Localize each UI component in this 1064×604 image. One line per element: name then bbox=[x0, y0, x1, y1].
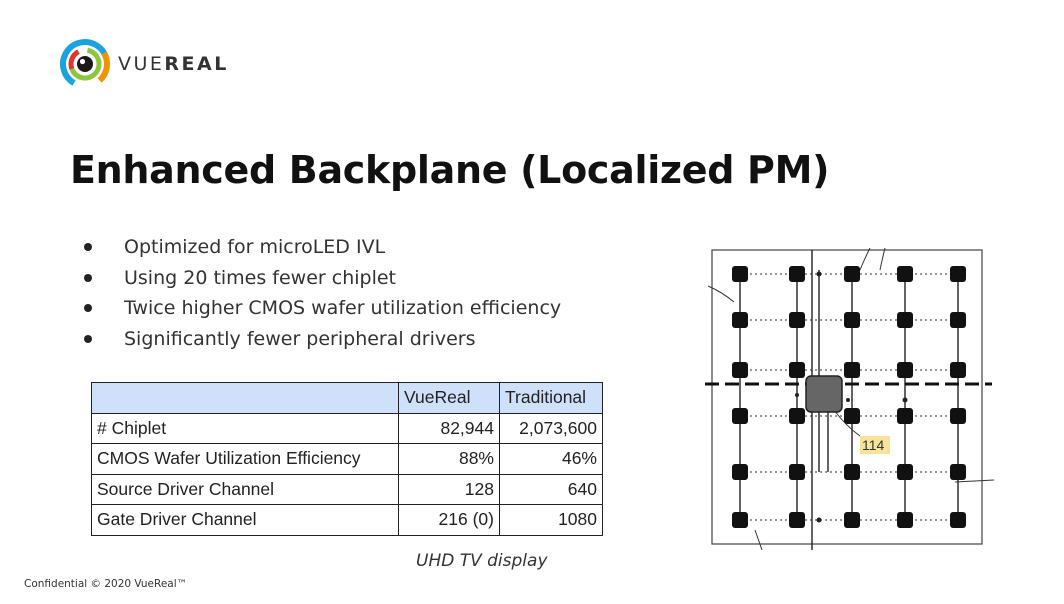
table-header-cell bbox=[92, 383, 399, 414]
table-cell: 82,944 bbox=[399, 413, 500, 444]
chiplet bbox=[806, 376, 842, 412]
slide-title: Enhanced Backplane (Localized PM) bbox=[70, 148, 830, 192]
vuereal-wordmark bbox=[118, 53, 229, 75]
bullet-item bbox=[82, 324, 561, 355]
footer-confidential: Confidential © 2020 VueReal™ bbox=[24, 578, 188, 590]
table-row bbox=[92, 505, 603, 536]
table-header-cell: VueReal bbox=[399, 383, 500, 414]
bullet-item bbox=[82, 232, 561, 263]
bullet-dot-icon bbox=[84, 335, 92, 343]
bullet-dot-icon bbox=[84, 304, 92, 312]
table-cell: 1080 bbox=[500, 505, 603, 536]
bullet-text: Twice higher CMOS wafer utilization efficiency bbox=[124, 297, 562, 320]
bullet-item bbox=[82, 293, 561, 324]
table-cell: Gate Driver Channel bbox=[92, 505, 399, 536]
chiplet-label: 114 bbox=[862, 437, 885, 453]
bullet-dot-icon bbox=[84, 243, 92, 251]
table-cell: # Chiplet bbox=[92, 413, 399, 444]
vuereal-logo bbox=[58, 36, 238, 92]
table-cell: 640 bbox=[500, 474, 603, 505]
backplane-diagram bbox=[700, 240, 1000, 550]
table-cell: 2,073,600 bbox=[500, 413, 603, 444]
diagram-frame bbox=[712, 250, 982, 544]
vuereal-logo-mark-icon bbox=[58, 37, 112, 91]
comparison-table bbox=[91, 382, 603, 536]
table-row bbox=[92, 474, 603, 505]
table-row bbox=[92, 413, 603, 444]
table-cell: 216 (0) bbox=[399, 505, 500, 536]
wordmark-light: VUE bbox=[118, 53, 165, 75]
bullet-text: Using 20 times fewer chiplet bbox=[124, 266, 397, 289]
bullet-item bbox=[82, 263, 561, 294]
bullet-list bbox=[82, 232, 561, 354]
table-header-cell: Traditional bbox=[500, 383, 603, 414]
table-cell: 46% bbox=[500, 444, 603, 475]
bullet-text: Significantly fewer peripheral drivers bbox=[124, 327, 476, 350]
wordmark-bold: REAL bbox=[164, 53, 229, 75]
table-cell: 88% bbox=[399, 444, 500, 475]
bullet-dot-icon bbox=[84, 274, 92, 282]
table-cell: Source Driver Channel bbox=[92, 474, 399, 505]
table-row bbox=[92, 444, 603, 475]
table-cell: 128 bbox=[399, 474, 500, 505]
table-cell: CMOS Wafer Utilization Efficiency bbox=[92, 444, 399, 475]
bullet-text: Optimized for microLED IVL bbox=[124, 236, 386, 259]
table-caption: UHD TV display bbox=[416, 551, 548, 571]
table-header-row bbox=[92, 383, 603, 414]
